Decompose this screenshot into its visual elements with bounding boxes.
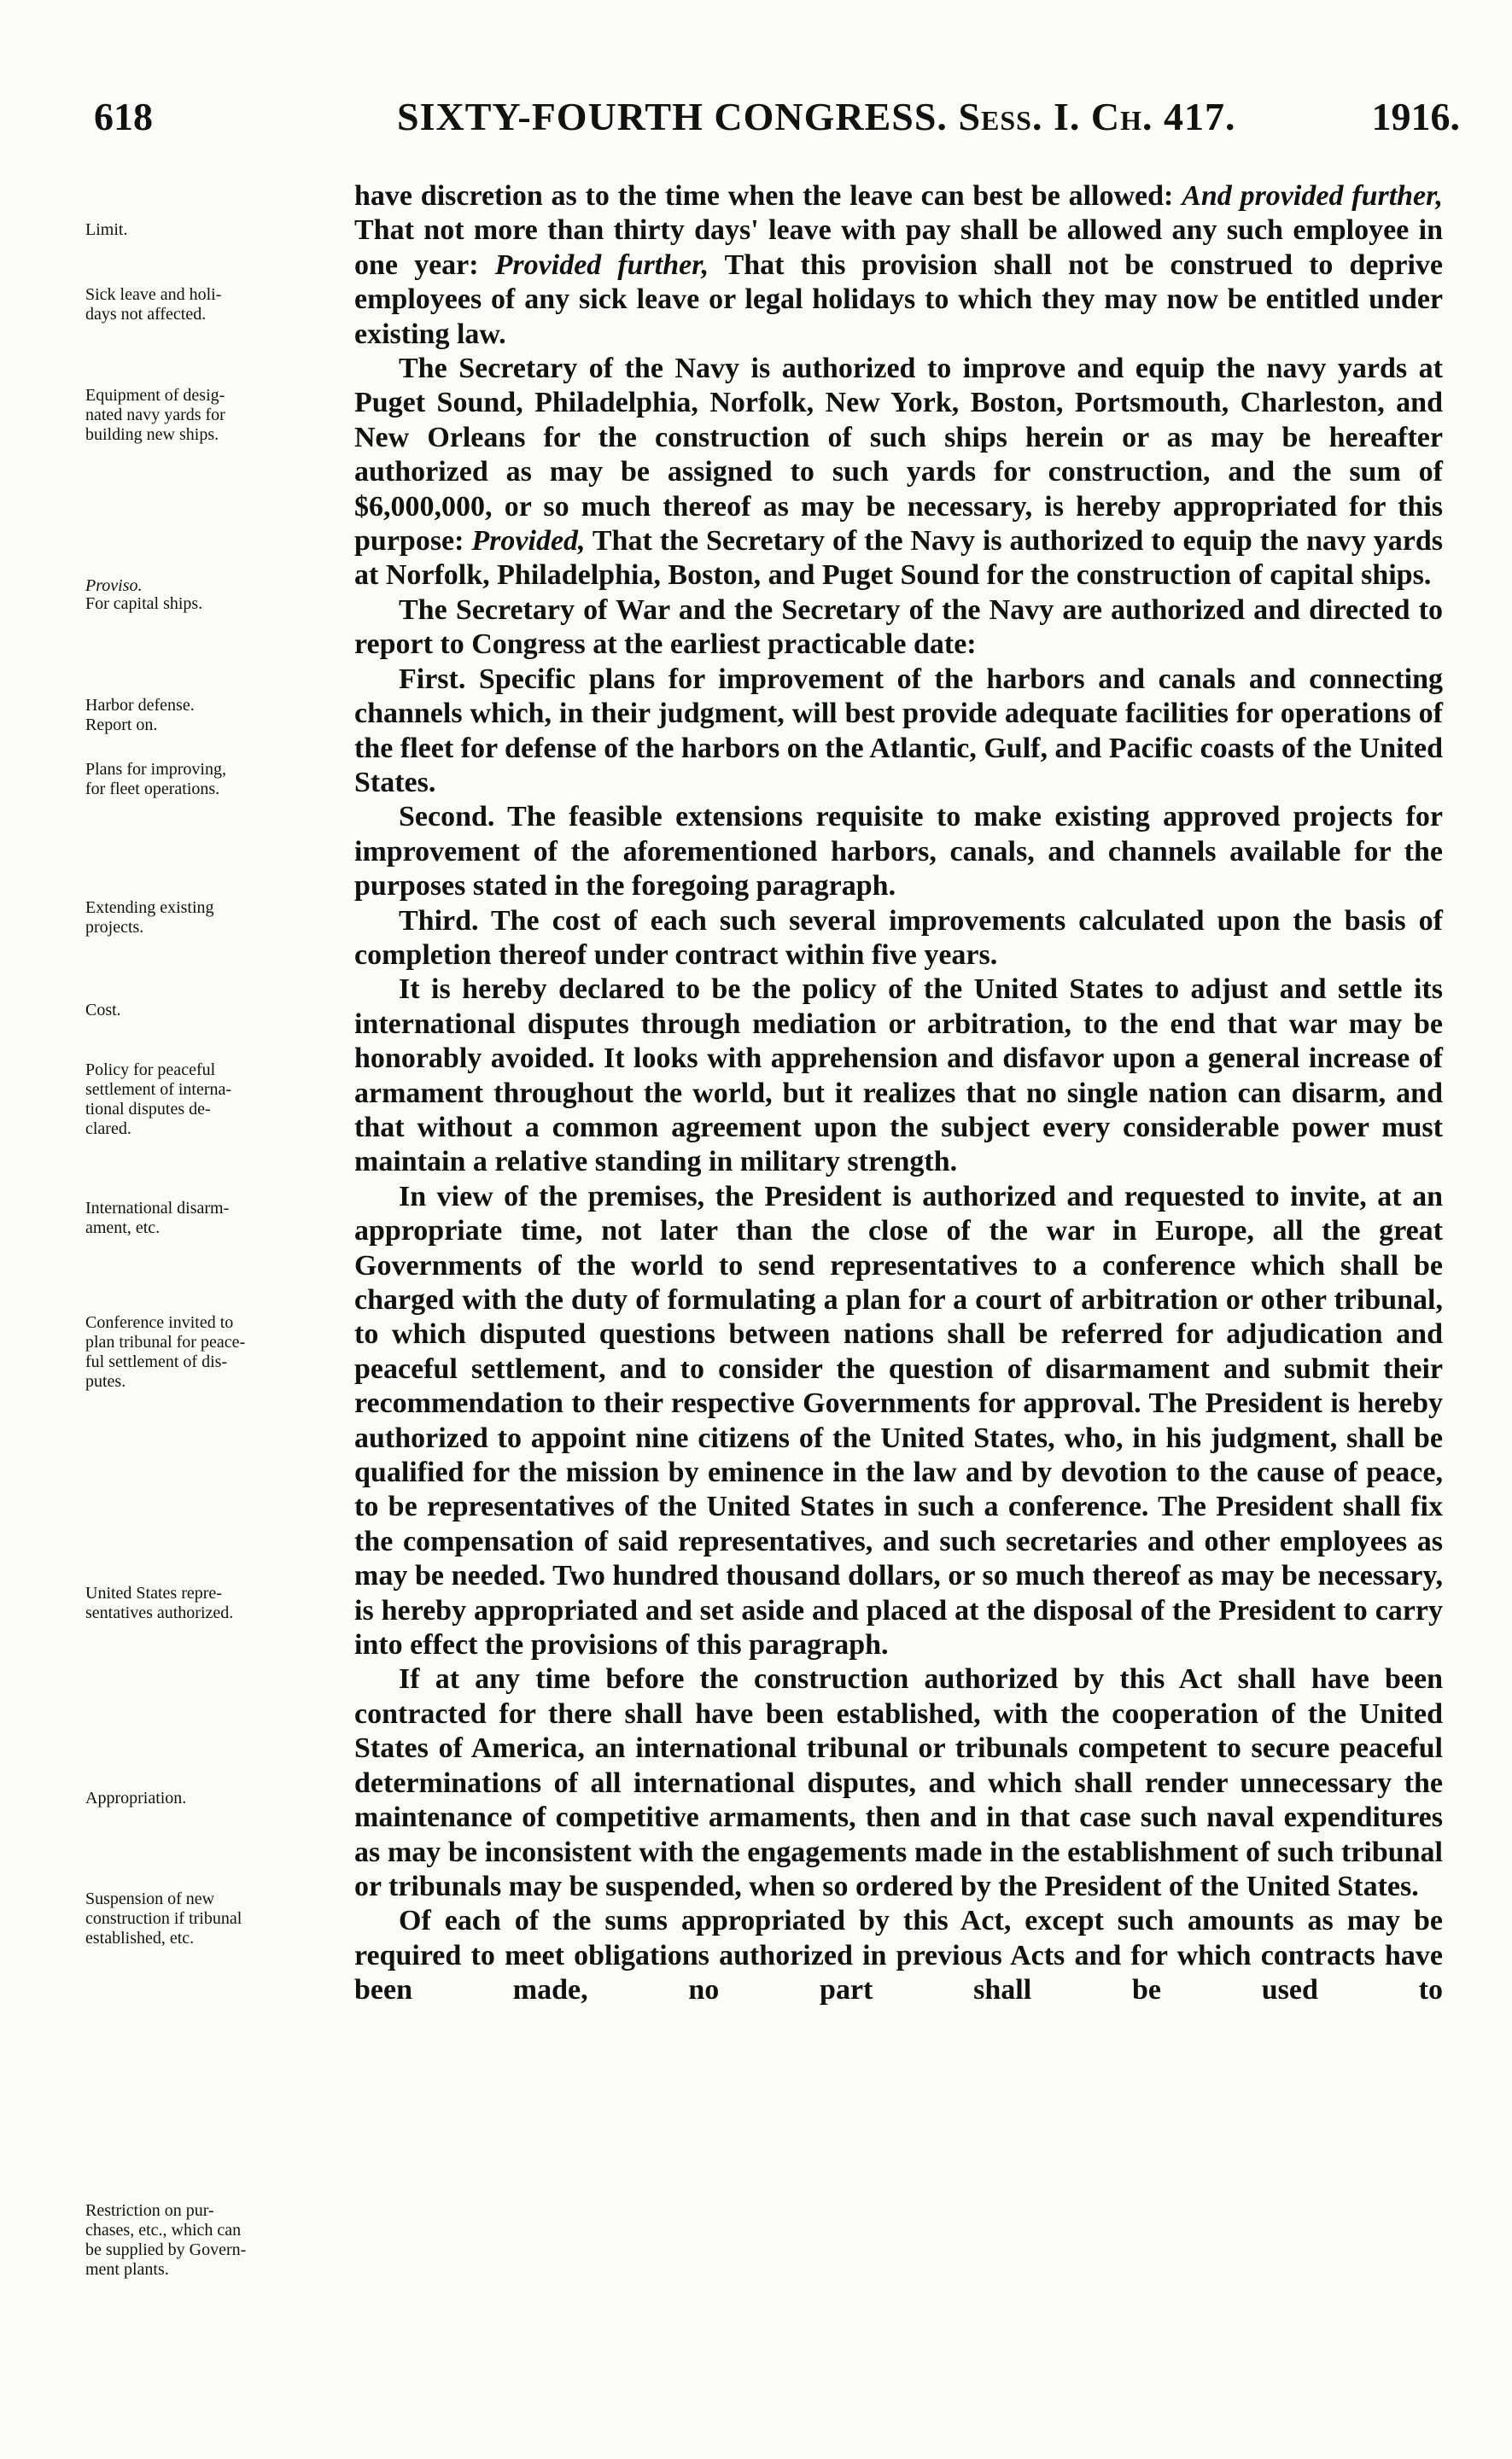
paragraph-conference: In view of the premises, the President is authorized and requested to invite, at an appropriate time, not later than the close of the war in Europe, all the great Governments of the world to send representatives to a conference which shall be charged with the duty of formulating a plan for a court of arbitration or other tribunal, to which disputed questions between nations shall be referred for adjudication and peaceful settlement, and to consider the question of disarmament and submit their recommendation to their respective Governments for approval. The President is hereby authorized to appoint nine citizens of the United States, who, in his judgment, shall be qualified for the mission by eminence in the law and by devotion to the cause of peace, to be representatives of the United States in such a conference. The President shall fix the compensation of said representatives, and such secretaries and other employees as may be needed. Two hundred thousand dollars, or so much thereof as may be necessary, is hereby appropriated and set aside and placed at the disposal of the President to carry into effect the provisions of this paragraph. xyxy=(354,1180,1443,1662)
session-label: Sess. I. xyxy=(958,95,1081,138)
margin-note: Conference invited to plan tribunal for peace- ful settlement of dis- putes. xyxy=(85,1313,246,1391)
paragraph-suspension: If at any time before the construction authorized by this Act shall have been contracted for there shall have been established, with the cooperation of the United States of America, an international tribunal or tribunals competent to secure peaceful determinations of all international disputes, and which shall render unnecessary the maintenance of competitive armaments, then and in that case such naval expenditures as may be inconsistent with the engagements made in the establishment of such tribunal or tribunals may be suspended, when so ordered by the President of the United States. xyxy=(354,1663,1443,1902)
page-number: 618 xyxy=(94,95,153,138)
margin-note: Restriction on pur- chases, etc., which can be supplied by Govern- ment plants. xyxy=(85,2201,247,2279)
margin-note: Sick leave and holi- days not affected. xyxy=(85,285,222,324)
margin-note: United States repre- sentatives authorized. xyxy=(85,1584,234,1622)
margin-note: Cost. xyxy=(85,1001,121,1019)
margin-note: Policy for peaceful settlement of interna- tional disputes de- clared. xyxy=(85,1060,232,1138)
paragraph-third: Third. The cost of each such several improvements calculated upon the basis of completion thereof under contract within five years. xyxy=(354,904,1443,971)
margin-note: Plans for improving, for fleet operations. xyxy=(85,760,226,798)
margin-note: Harbor defense. Report on. xyxy=(85,696,195,734)
year-label: 1916. xyxy=(1371,95,1460,138)
paragraph-leave: have discretion as to the time when the leave can best be allowed: And provided further, That not more than thirty days' leave with pay shall be allowed any such employee in one year: Provided further, That this provision shall not be construed to deprive employees of any sick leave or legal holidays to which they may now be entitled under existing law. xyxy=(354,180,1444,350)
margin-note: Limit. xyxy=(85,220,128,239)
running-title xyxy=(397,94,1235,139)
margin-note: Extending existing projects. xyxy=(85,898,214,937)
paragraph-first: First. Specific plans for improvement of the harbors and canals and connecting channels which, in their judgment, will best provide adequate facilities for operations of the fleet for defense of the harbors on the Atlantic, Gulf, and Pacific coasts of the United States. xyxy=(354,663,1443,798)
margin-note: International disarm- ament, etc. xyxy=(85,1199,230,1237)
margin-note: Equipment of desig- nated navy yards for building new ships. xyxy=(85,386,225,444)
margin-note: Appropriation. xyxy=(85,1789,187,1808)
running-header xyxy=(94,94,1460,145)
margin-note: Suspension of new construction if tribunal established, etc. xyxy=(85,1890,242,1948)
paragraph-harbor-report: The Secretary of War and the Secretary of the Navy are authorized and directed to report to Congress at the earliest practicable date: xyxy=(354,593,1443,661)
paragraph-navy-yards: The Secretary of the Navy is authorized to improve and equip the navy yards at Puget Sound, Philadelphia, Norfolk, New York, Boston, Portsmouth, Charleston, and New Orleans for the construction of such ships herein or as may be hereafter authorized as may be assigned to such yards for construction, and the sum of $6,000,000, or so much thereof as may be necessary, is hereby appropriated for this purpose: Provided, That the Secretary of the Navy is authorized to equip the navy yards at Norfolk, Philadelphia, Boston, and Puget Sound for the construction of capital ships. xyxy=(354,353,1444,592)
paragraph-second: Second. The feasible extensions requisite to make existing approved projects for improvement of the aforementioned harbors, canals, and channels available for the purposes stated in the foregoing paragraph. xyxy=(354,801,1443,902)
congress-title: SIXTY-FOURTH CONGRESS. xyxy=(397,95,948,138)
margin-note: For capital ships. xyxy=(85,594,203,613)
statute-body xyxy=(354,179,1443,2008)
paragraph-restriction: Of each of the sums appropriated by this Act, except such amounts as may be required to meet obligations authorized in previous Acts and for which contracts have been made, no part shall be used to xyxy=(354,1905,1443,2006)
paragraph-policy: It is hereby declared to be the policy of the United States to adjust and settle its international disputes through mediation or arbitration, to the end that war may be honorably avoided. It looks with apprehension and disfavor upon a general increase of armament throughout the world, but it realizes that no single nation can disarm, and that without a common agreement upon the subject every considerable power must maintain a relative standing in military strength. xyxy=(354,973,1443,1178)
chapter-label: Ch. 417. xyxy=(1090,95,1236,138)
margin-note: Proviso. xyxy=(85,576,143,595)
